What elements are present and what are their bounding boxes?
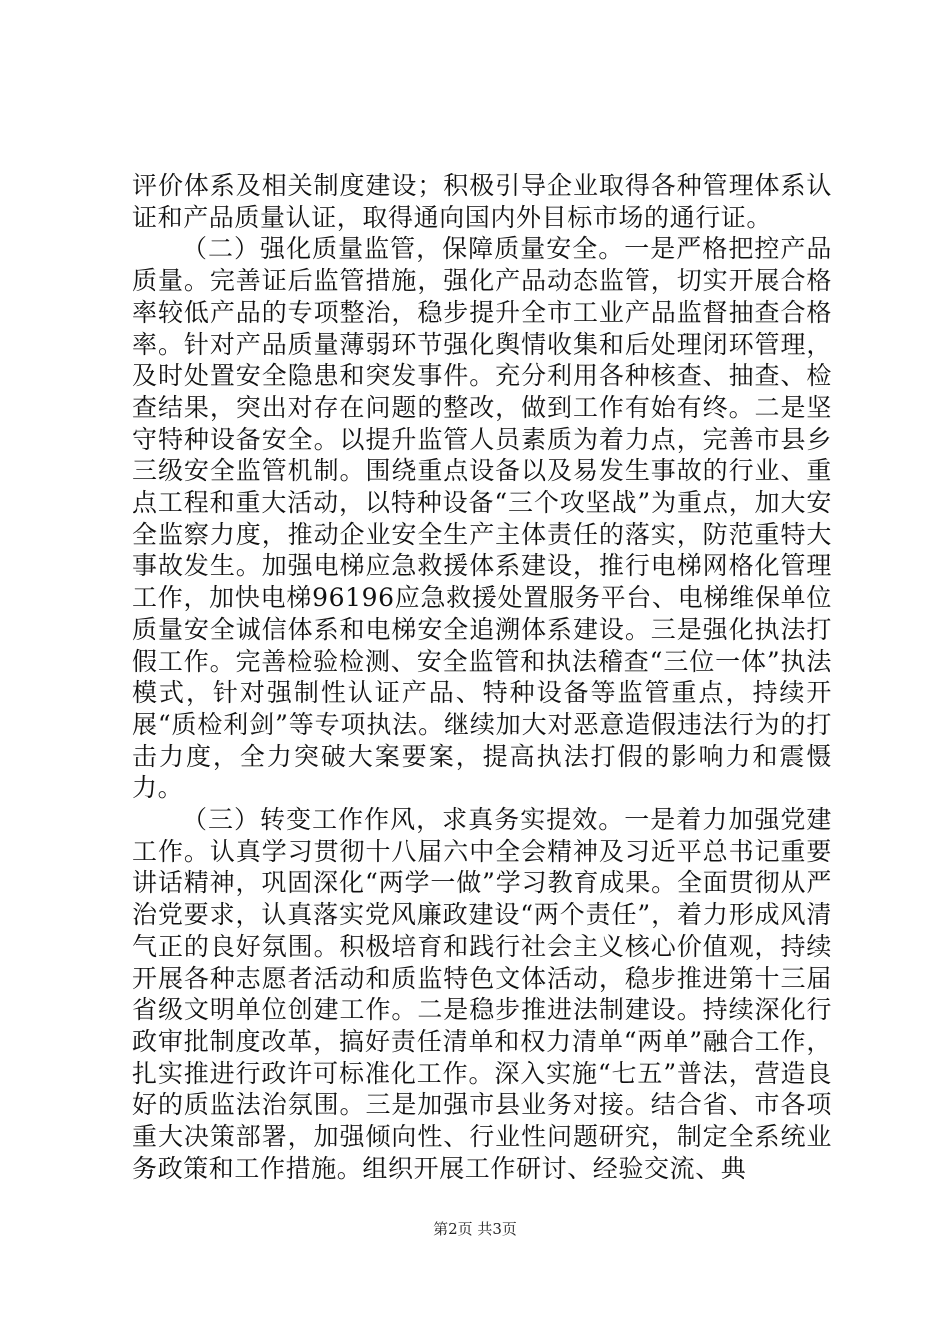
paragraph-quality-supervision: （二）强化质量监管，保障质量安全。一是严格把控产品质量。完善证后监管措施，强化产品动态监管，切实开展合格率较低产品的专项整治，稳步提升全市工业产品监督抽查合格率。针对产品质量薄弱环节强化舆情收集和后处理闭环管理，及时处置安全隐患和突发事件。充分利用各种核查、抽查、检查结果，突出对存在问题的整改，做到工作有始有终。二是坚守特种设备安全。以提升监管人员素质为着力点，完善市县乡三级安全监管机制。围绕重点设备以及易发生事故的行业、重点工程和重大活动，以特种设备“三个攻坚战”为重点，加大安全监察力度，推动企业安全生产主体责任的落实，防范重特大事故发生。加强电梯应急救援体系建设，推行电梯网格化管理工作，加快电梯96196应急救援处置服务平台、电梯维保单位质量安全诚信体系和电梯安全追溯体系建设。三是强化执法打假工作。完善检验检测、安全监管和执法稽查“三位一体”执法模式，针对强制性认证产品、特种设备等监管重点，持续开展“质检利剑”等专项执法。继续加大对恶意造假违法行为的打击力度，全力突破大案要案，提高执法打假的影响力和震慑力。 (132, 234, 832, 803)
page-number: 第2页 共3页 (433, 1220, 517, 1238)
paragraph-continuation: 评价体系及相关制度建设；积极引导企业取得各种管理体系认证和产品质量认证，取得通向国内外目标市场的通行证。 (132, 171, 832, 232)
document-body (132, 170, 832, 1185)
paragraph-work-style: （三）转变工作作风，求真务实提效。一是着力加强党建工作。认真学习贯彻十八届六中全会精神及习近平总书记重要讲话精神，巩固深化“两学一做”学习教育成果。全面贯彻从严治党要求，认真落实党风廉政建设“两个责任”，着力形成风清气正的良好氛围。积极培育和践行社会主义核心价值观，持续开展各种志愿者活动和质监特色文体活动，稳步推进第十三届省级文明单位创建工作。二是稳步推进法制建设。持续深化行政审批制度改革，搞好责任清单和权力清单“两单”融合工作，扎实推进行政许可标准化工作。深入实施“七五”普法，营造良好的质监法治氛围。三是加强市县业务对接。结合省、市各项重大决策部署，加强倾向性、行业性问题研究，制定全系统业务政策和工作措施。组织开展工作研讨、经验交流、典 (132, 805, 832, 1183)
